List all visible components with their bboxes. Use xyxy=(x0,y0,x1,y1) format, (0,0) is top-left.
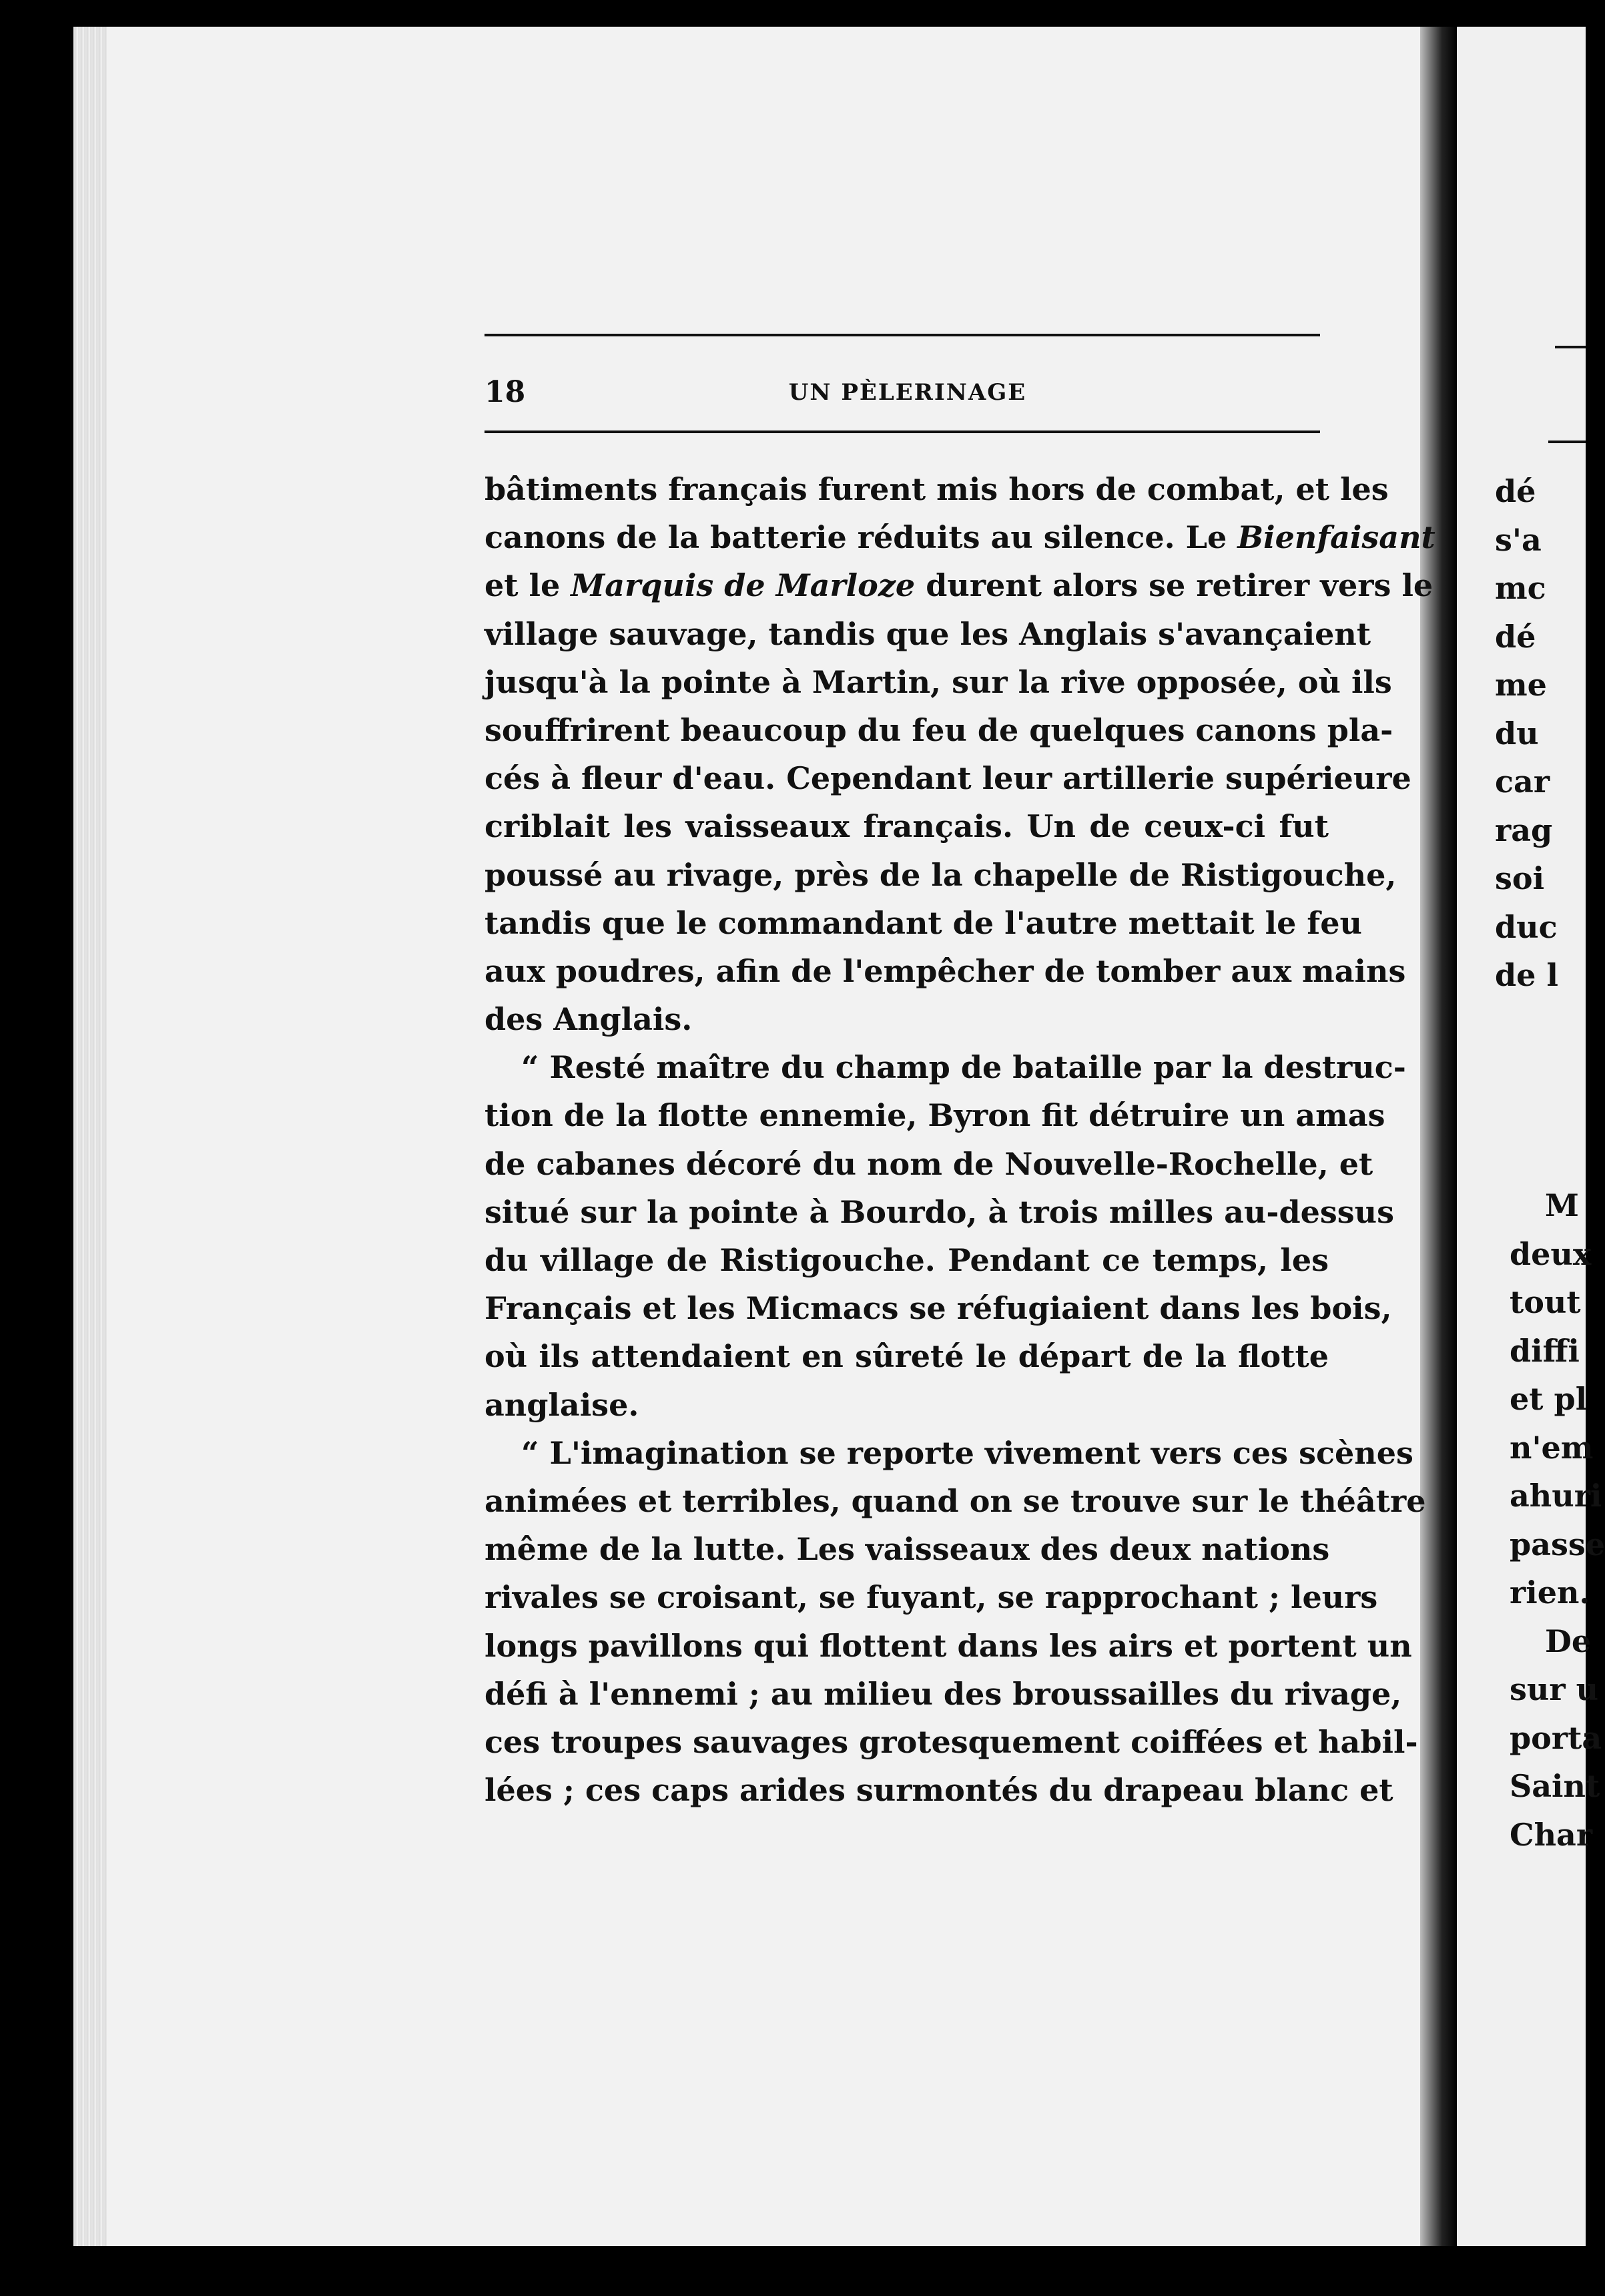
text-line xyxy=(485,1236,1329,1284)
right-page-line: soi xyxy=(1495,860,1545,896)
text-line xyxy=(485,754,1411,802)
text-line xyxy=(485,1525,1329,1573)
right-page-line: diffi xyxy=(1510,1332,1580,1369)
running-head: UN PÈLERINAGE xyxy=(788,379,1027,406)
body-text xyxy=(485,465,1435,1814)
text-line xyxy=(485,1332,1329,1380)
text-segment: village sauvage, tandis que les Anglais s'avançaient xyxy=(485,615,1371,652)
text-line xyxy=(485,561,1433,609)
right-page-line: ahuri xyxy=(1510,1478,1602,1514)
text-segment: aux poudres, afin de l'empêcher de tomber aux mains xyxy=(485,952,1406,989)
right-page-line: duc xyxy=(1495,908,1558,945)
text-segment: situé sur la pointe à Bourdo, à trois milles au-dessus xyxy=(485,1193,1395,1230)
text-line xyxy=(485,513,1435,561)
right-page-line: Char xyxy=(1510,1816,1593,1853)
text-line xyxy=(485,995,1329,1043)
text-line xyxy=(485,899,1362,947)
right-page-line: sur u xyxy=(1510,1671,1599,1707)
ship-name: Bienfaisant xyxy=(1237,519,1435,556)
text-line xyxy=(485,1429,1413,1477)
right-page-line: M xyxy=(1545,1187,1579,1223)
text-line xyxy=(485,1670,1402,1718)
right-page-line: et pl xyxy=(1510,1381,1588,1417)
text-segment: Français et les Micmacs se réfugiaient dans les bois, xyxy=(485,1290,1392,1327)
right-page-line: s'a xyxy=(1495,521,1542,558)
text-line xyxy=(485,1188,1395,1236)
text-line xyxy=(485,1622,1412,1670)
text-segment: lées ; ces caps arides surmontés du drapeau blanc et xyxy=(485,1772,1393,1809)
text-line xyxy=(485,1284,1392,1332)
text-segment: tion de la flotte ennemie, Byron fit détruire un amas xyxy=(485,1097,1385,1134)
right-page-line: me xyxy=(1495,667,1547,703)
right-page-line: De xyxy=(1545,1623,1592,1659)
right-page-line: Saint xyxy=(1510,1768,1600,1804)
right-page xyxy=(1457,27,1586,2246)
text-segment: cés à fleur d'eau. Cependant leur artillerie supérieure xyxy=(485,760,1411,797)
right-page-line: car xyxy=(1495,764,1550,800)
text-segment: souffrirent beaucoup du feu de quelques canons pla- xyxy=(485,711,1393,748)
text-segment: rivales se croisant, se fuyant, se rapprochant ; leurs xyxy=(485,1579,1378,1616)
text-segment: tandis que le commandant de l'autre mettait le feu xyxy=(485,904,1362,941)
text-line xyxy=(485,1718,1418,1766)
right-header-rule-bottom xyxy=(1548,441,1586,443)
text-segment: “ Resté maître du champ de bataille par la destruc- xyxy=(521,1049,1406,1086)
gutter-shadow xyxy=(1420,27,1457,2246)
text-segment: et le xyxy=(485,567,571,604)
right-page-line: porta xyxy=(1510,1719,1602,1756)
right-page-line: passe xyxy=(1510,1526,1605,1562)
text-line xyxy=(485,802,1329,850)
right-page-line: n'em xyxy=(1510,1429,1594,1466)
text-segment: où ils attendaient en sûreté le départ de la flotte xyxy=(485,1338,1329,1375)
right-page-line: rien. xyxy=(1510,1574,1590,1611)
right-page-line: tout xyxy=(1510,1284,1581,1320)
text-line xyxy=(485,1766,1393,1814)
right-page-line: dé xyxy=(1495,618,1536,655)
text-line xyxy=(485,1140,1373,1188)
header-top-rule xyxy=(485,334,1320,336)
text-segment: “ L'imagination se reporte vivement vers ces scènes xyxy=(521,1434,1413,1471)
text-segment: jusqu'à la pointe à Martin, sur la rive opposée, où ils xyxy=(485,663,1392,700)
right-page-line: deux xyxy=(1510,1235,1592,1272)
text-line xyxy=(485,658,1392,706)
text-line xyxy=(485,1477,1426,1525)
text-segment: de cabanes décoré du nom de Nouvelle-Rochelle, et xyxy=(485,1145,1373,1182)
text-segment: anglaise. xyxy=(485,1386,639,1423)
header-bottom-rule xyxy=(485,431,1320,433)
right-page-line: rag xyxy=(1495,812,1553,848)
right-page-line: de l xyxy=(1495,957,1558,993)
text-line xyxy=(485,851,1397,899)
text-line xyxy=(485,1091,1385,1139)
right-page-line: dé xyxy=(1495,473,1536,509)
text-line xyxy=(485,465,1389,513)
text-segment: bâtiments français furent mis hors de combat, et les xyxy=(485,471,1389,507)
text-segment: même de la lutte. Les vaisseaux des deux nations xyxy=(485,1531,1330,1568)
text-segment: ces troupes sauvages grotesquement coiffées et habil- xyxy=(485,1723,1418,1760)
text-segment: des Anglais. xyxy=(485,1001,693,1038)
text-segment: canons de la batterie réduits au silence. Le xyxy=(485,519,1238,556)
right-page-line: mc xyxy=(1495,570,1546,606)
text-line xyxy=(485,1573,1378,1621)
page-number: 18 xyxy=(485,375,526,409)
text-segment: du village de Ristigouche. Pendant ce temps, les xyxy=(485,1242,1329,1278)
text-segment: longs pavillons qui flottent dans les airs et portent un xyxy=(485,1627,1412,1664)
text-line xyxy=(485,610,1371,658)
text-line xyxy=(485,1043,1406,1091)
text-segment: criblait les vaisseaux français. Un de ceux-ci fut xyxy=(485,808,1329,845)
text-segment: poussé au rivage, près de la chapelle de Ristigouche, xyxy=(485,856,1397,893)
text-line xyxy=(485,1381,1329,1429)
text-segment: défi à l'ennemi ; au milieu des broussailles du rivage, xyxy=(485,1675,1402,1712)
text-line xyxy=(485,947,1406,995)
text-segment: durent alors se retirer vers le xyxy=(915,567,1433,604)
right-header-rule-top xyxy=(1555,346,1586,348)
text-segment: animées et terribles, quand on se trouve sur le théâtre xyxy=(485,1482,1426,1519)
right-page-line: du xyxy=(1495,715,1539,752)
text-line xyxy=(485,706,1393,754)
ship-name: Marquis de Marloze xyxy=(571,567,916,604)
